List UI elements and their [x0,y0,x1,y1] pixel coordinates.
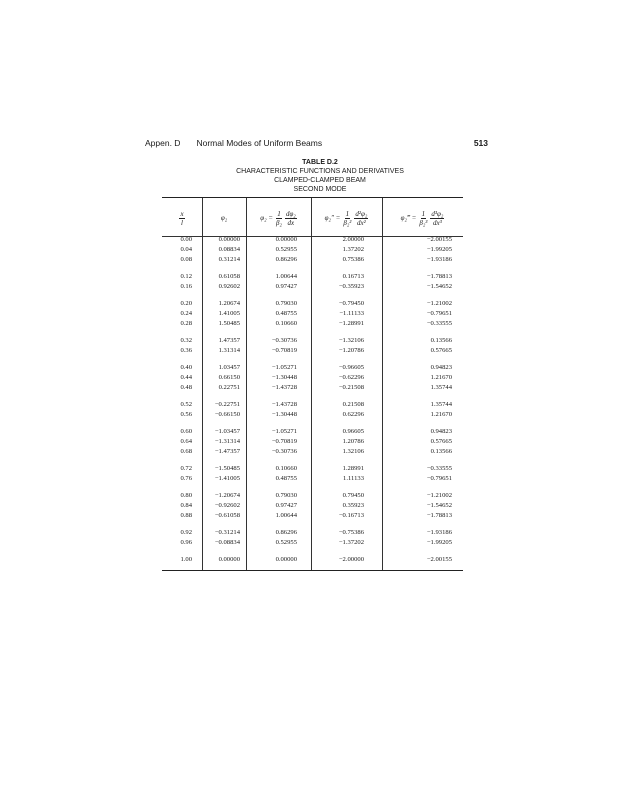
table-row: 0.60 −1.03457 −1.05271 0.96605 0.94823 [180,428,452,435]
table-row: 0.52 −0.22751 −1.43728 0.21508 1.35744 [180,401,452,408]
table-caption-line-2: CLAMPED-CLAMPED BEAM [274,177,366,184]
table-number: TABLE D.2 [302,159,338,166]
table-row: 0.84 −0.92602 0.97427 0.35923 −1.54652 [180,502,452,509]
table-row: 0.12 0.61058 1.00644 0.16713 −1.78813 [180,273,452,280]
table-row: 0.92 −0.31214 0.86296 −0.75386 −1.93186 [180,529,452,536]
table-row: 0.56 −0.66150 −1.30448 0.62296 1.21670 [180,411,452,418]
header-x-over-l: $\frac{x}{l}$ [180,209,184,227]
table-row: 0.44 0.66150 −1.30448 −0.62296 1.21670 [180,374,452,381]
header-second-derivative: φ₂″ = $\frac{1}{\text{β₂²}}$ $\frac{\text{d²φ₂}}{\text{dx²}}$ [324,209,368,227]
table-row: 0.76 −1.41005 0.48755 1.11133 −0.79651 [180,475,452,482]
table-row: 0.40 1.03457 −1.05271 −0.96605 0.94823 [180,364,452,371]
table-row: 0.96 −0.08834 0.52955 −1.37202 −1.99205 [180,539,452,546]
header-first-derivative: φ₂ = $\frac{1}{\text{β₂}}$ $\frac{\text{dφ₂}}{dx}$ [260,209,296,227]
table-row: 0.48 0.22751 −1.43728 −0.21508 1.35744 [180,384,452,391]
table-caption-line-1: CHARACTERISTIC FUNCTIONS AND DERIVATIVES [236,168,404,175]
table-row: 0.36 1.31314 −0.70819 −1.20786 0.57665 [180,347,452,354]
table-row: 0.80 −1.20674 0.79030 0.79450 −1.21002 [180,492,452,499]
table-row: 0.24 1.41005 0.48755 −1.11133 −0.79651 [180,310,452,317]
table-row: 0.08 0.31214 0.86296 0.75386 −1.93186 [180,256,452,263]
header-third-derivative: φ₂‴ = $\frac{1}{\text{β₂³}}$ $\frac{\text{d³φ₂}}{\text{dx³}}$ [400,209,444,227]
table-row: 0.04 0.08834 0.52955 1.37202 −1.99205 [180,246,452,253]
table-row: 0.32 1.47357 −0.30736 −1.32106 0.13566 [180,337,452,344]
chapter-title: Normal Modes of Uniform Beams [196,138,323,148]
table-row: 0.88 −0.61058 1.00644 −0.16713 −1.78813 [180,512,452,519]
table-row: 0.72 −1.50485 0.10660 1.28991 −0.33555 [180,465,452,472]
table-row: 0.20 1.20674 0.79030 −0.79450 −1.21002 [180,300,452,307]
running-head-left [145,138,322,148]
table-row: 1.00 0.00000 0.00000 −2.00000 −2.00155 [180,556,452,563]
table-row: 0.00 0.00000 0.00000 2.00000 −2.00155 [180,236,452,243]
header-phi: φ₂ [220,214,228,222]
table-row: 0.68 −1.47357 −0.30736 1.32106 0.13566 [180,448,452,455]
page-number: 513 [473,138,488,148]
table-row: 0.64 −1.31314 −0.70819 1.20786 0.57665 [180,438,452,445]
appendix-label: Appen. D [145,138,181,148]
table-row: 0.16 0.92602 0.97427 −0.35923 −1.54652 [180,283,452,290]
table-caption-line-3: SECOND MODE [293,186,347,193]
data-table [162,197,463,571]
table-row: 0.28 1.50485 0.10660 −1.28991 −0.33555 [180,320,452,327]
